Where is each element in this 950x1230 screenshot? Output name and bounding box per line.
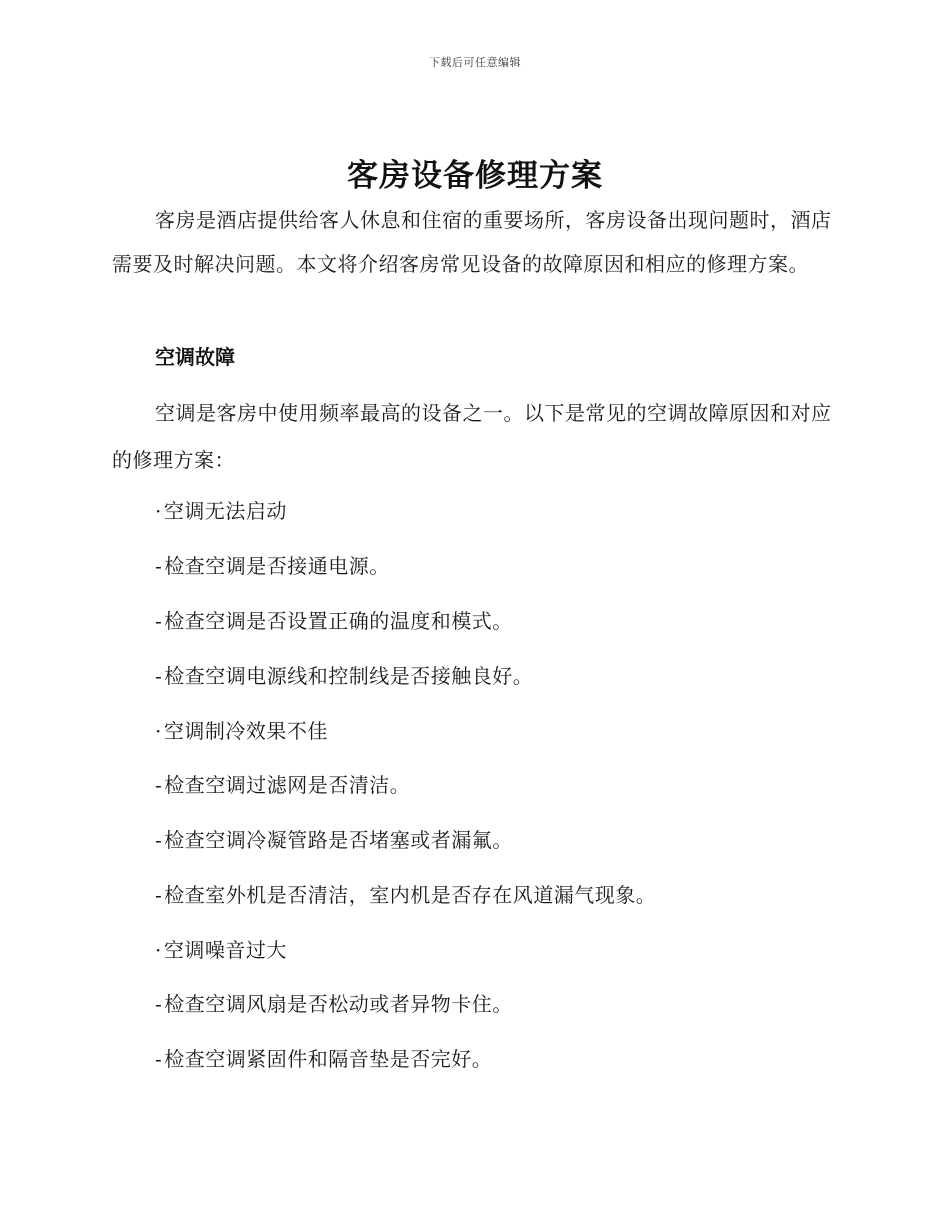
- intro-paragraph: 客房是酒店提供给客人休息和住宿的重要场所，客房设备出现问题时，酒店需要及时解决问题。本文将介绍客房常见设备的故障原因和相应的修理方案。: [112, 208, 832, 276]
- bullet-marker: ·: [155, 719, 162, 743]
- list-item-text: 检查空调是否设置正确的温度和模式。: [164, 609, 513, 633]
- list-item-text: 检查空调过滤网是否清洁。: [164, 773, 411, 797]
- dash-marker: -: [155, 883, 163, 907]
- list-item-text: 空调制冷效果不佳: [163, 719, 328, 743]
- list-item-text: 检查空调风扇是否松动或者异物卡住。: [164, 992, 513, 1016]
- dash-marker: -: [155, 664, 163, 688]
- list-item-text: 检查空调电源线和控制线是否接触良好。: [164, 664, 534, 688]
- dash-marker: -: [155, 554, 163, 578]
- list-item-text: 检查空调冷凝管路是否堵塞或者漏氟。: [164, 828, 513, 852]
- list-item-text: 检查室外机是否清洁，室内机是否存在风道漏气现象。: [164, 883, 657, 907]
- dash-marker: -: [155, 609, 163, 633]
- list-item-check: [155, 880, 656, 910]
- page-title: 客房设备修理方案: [347, 158, 603, 194]
- list-item-check: [155, 989, 513, 1019]
- list-item-check: [155, 1044, 492, 1074]
- list-item-bullet: [155, 716, 328, 746]
- list-item-text: 空调无法启动: [163, 499, 287, 523]
- bullet-marker: ·: [155, 938, 162, 962]
- bullet-marker: ·: [155, 499, 162, 523]
- list-item-check: [155, 606, 513, 636]
- section-heading: 空调故障: [155, 345, 235, 369]
- list-item-bullet: [155, 935, 287, 965]
- list-item-text: 空调噪音过大: [163, 938, 287, 962]
- list-item-check: [155, 770, 410, 800]
- dash-marker: -: [155, 992, 163, 1016]
- list-item-check: [155, 825, 513, 855]
- list-item-text: 检查空调是否接通电源。: [164, 554, 390, 578]
- list-item-bullet: [155, 496, 287, 526]
- section-intro-paragraph: 空调是客房中使用频率最高的设备之一。以下是常见的空调故障原因和对应的修理方案：: [112, 401, 832, 472]
- dash-marker: -: [155, 1047, 163, 1071]
- dash-marker: -: [155, 828, 163, 852]
- list-item-check: [155, 661, 533, 691]
- list-item-text: 检查空调紧固件和隔音垫是否完好。: [164, 1047, 493, 1071]
- header-note: 下载后可任意编辑: [429, 56, 521, 69]
- dash-marker: -: [155, 773, 163, 797]
- list-item-check: [155, 551, 390, 581]
